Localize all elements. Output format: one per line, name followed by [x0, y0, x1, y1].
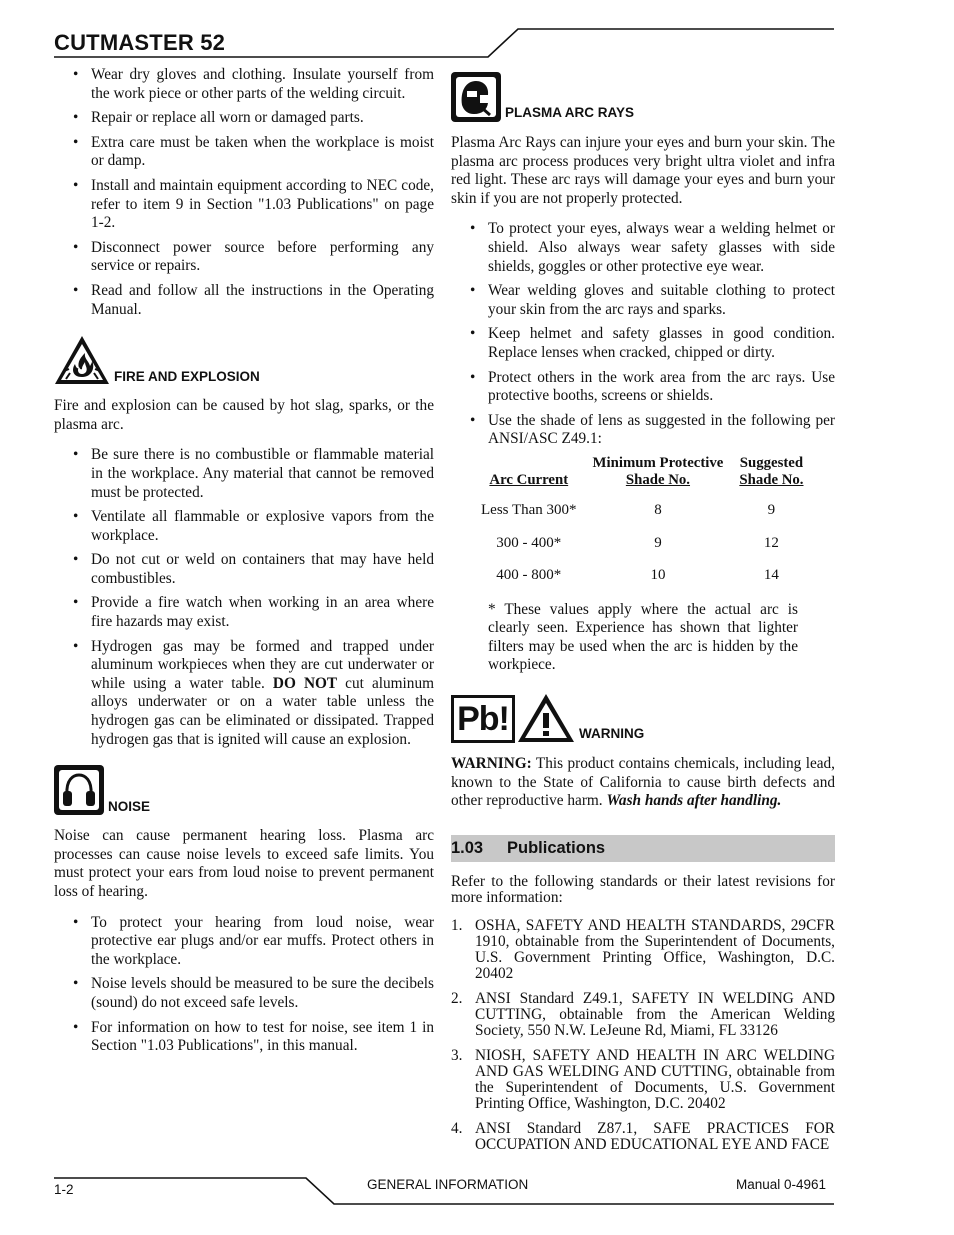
table-row: [473, 497, 812, 530]
header-min-shade: Minimum Protective Shade No.: [592, 454, 724, 488]
hydrogen-text: Hydrogen gas may be formed and trapped under aluminum workpieces when they are cut underwater or while using a water table.: [91, 637, 434, 692]
table-row: [473, 530, 812, 563]
header-suggested-shade: Suggested Shade No.: [739, 454, 804, 488]
table-header-row: [473, 455, 812, 497]
warning-body: This product contains chemicals, including lead, known to the State of California to cause birth defects and other reproductive harm.: [451, 755, 835, 810]
list-item: • Keep helmet and safety glasses in good condition. Replace lenses when cracked, chipped or dirty.: [451, 325, 835, 362]
table-cell: 9: [654, 534, 662, 551]
table-cell: 8: [654, 501, 662, 518]
fire-heading: FIRE AND EXPLOSION: [114, 368, 260, 384]
left-column: [54, 66, 434, 1062]
section-title: Publications: [507, 839, 606, 858]
welding-helmet-icon: [451, 72, 501, 122]
list-item: • Disconnect power source before performing any service or repairs.: [54, 239, 434, 276]
plasma-bullet-list: [451, 220, 835, 449]
manual-number: Manual 0-4961: [736, 1177, 827, 1192]
list-item: • To protect your hearing from loud noise, wear protective ear plugs and/or ear muffs. Protect others in the workplace.: [54, 914, 434, 970]
plasma-heading-row: [451, 72, 835, 122]
header-arc-current: Arc Current: [489, 471, 569, 488]
warning-triangle-icon: [517, 693, 575, 743]
list-item: 1. OSHA, SAFETY AND HEALTH STANDARDS, 29CFR 1910, obtainable from the Superintendent of Documents, U.S. Government Printing Office, Washington, D.C. 20402: [451, 916, 835, 982]
list-item: [54, 638, 434, 750]
ear-protection-icon: [54, 765, 104, 815]
page-number: 1-2: [54, 1182, 74, 1197]
list-item: • Read and follow all the instructions in the Operating Manual.: [54, 282, 434, 319]
table-cell: Less Than 300*: [481, 501, 577, 518]
list-item: • Wear dry gloves and clothing. Insulate yourself from the work piece or other parts of the welding circuit.: [54, 66, 434, 103]
list-item: • Noise levels should be measured to be sure the decibels (sound) do not exceed safe levels.: [54, 975, 434, 1012]
footer-section-label: GENERAL INFORMATION: [367, 1177, 529, 1192]
table-cell: 12: [763, 534, 779, 551]
list-item: 3. NIOSH, SAFETY AND HEALTH IN ARC WELDING AND GAS WELDING AND CUTTING, obtainable from the Superintendent of Documents, U.S. Government Printing Office, Washington, D.C. 20402: [451, 1046, 835, 1112]
publications-section-heading: [451, 835, 835, 862]
noise-bullet-list: [54, 914, 434, 1056]
table-cell: 300 - 400*: [496, 534, 562, 551]
list-item: • For information on how to test for noise, see item 1 in Section "1.03 Publications", in this manual.: [54, 1019, 434, 1056]
publications-intro: Refer to the following standards or their latest revisions for more information:: [451, 872, 835, 906]
list-item: • Repair or replace all worn or damaged parts.: [54, 109, 434, 128]
list-item: • Ventilate all flammable or explosive vapors from the workplace.: [54, 508, 434, 545]
noise-heading-row: [54, 765, 434, 815]
list-item: • Do not cut or weld on containers that may have held combustibles.: [54, 551, 434, 588]
table-cell: 14: [763, 567, 779, 584]
lead-pb-icon: Pb!: [451, 695, 515, 743]
shade-table-note: * These values apply where the actual arc is clearly seen. Experience has shown that lighter filters may be used when the arc is hidden by the workpiece.: [488, 600, 798, 674]
electrical-bullet-list: [54, 66, 434, 319]
do-not-emphasis: DO NOT: [272, 674, 338, 692]
plasma-intro: Plasma Arc Rays can injure your eyes and burn your skin. The plasma arc process produces very bright ultra violet and infra red light. These arc rays will damage your eyes and burn your skin if you are not properly protected.: [451, 134, 835, 207]
warning-text: [451, 755, 835, 811]
list-item: • Protect others in the work area from the arc rays. Use protective booths, screens or shields.: [451, 369, 835, 406]
warning-heading: WARNING: [579, 726, 645, 742]
noise-heading: NOISE: [108, 798, 151, 814]
hydrogen-text-cont: cut aluminum alloys underwater or on a water table unless the hydrogen gas can be eliminated or dissipated. Trapped hydrogen gas that is ignited will cause an explosion.: [91, 674, 434, 748]
list-item: • Use the shade of lens as suggested in the following per ANSI/ASC Z49.1:: [451, 412, 835, 449]
fire-intro: Fire and explosion can be caused by hot slag, sparks, or the plasma arc.: [54, 397, 434, 433]
warning-heading-row: [451, 693, 835, 743]
list-item: • Extra care must be taken when the workplace is moist or damp.: [54, 134, 434, 171]
list-item: • Be sure there is no combustible or flammable material in the workplace. Any material that cannot be removed must be protected.: [54, 446, 434, 502]
fire-heading-row: [54, 335, 434, 385]
list-item: • Install and maintain equipment according to NEC code, refer to item 9 in Section "1.03 Publications" on page 1-2.: [54, 177, 434, 233]
right-column: [451, 66, 835, 1162]
plasma-heading: PLASMA ARC RAYS: [505, 105, 635, 121]
warning-emphasis: Wash hands after handling.: [606, 792, 782, 810]
warning-lead: WARNING:: [451, 755, 532, 773]
publications-list: [451, 918, 835, 1153]
list-item: • To protect your eyes, always wear a welding helmet or shield. Also always wear safety glasses with side shields, goggles or other protective eye wear.: [451, 220, 835, 276]
fire-explosion-icon: [54, 335, 110, 385]
table-cell: 9: [767, 501, 776, 518]
list-item: 2. ANSI Standard Z49.1, SAFETY IN WELDING AND CUTTING, obtainable from the American Welding Society, 550 N.W. LeJeune Rd, Miami, FL 33126: [451, 989, 835, 1039]
fire-bullet-list: [54, 446, 434, 749]
list-item: 4. ANSI Standard Z87.1, SAFE PRACTICES FOR OCCUPATION AND EDUCATIONAL EYE AND FACE: [451, 1119, 835, 1153]
table-row: [473, 562, 812, 595]
list-item: • Provide a fire watch when working in an area where fire hazards may exist.: [54, 594, 434, 631]
table-cell: 400 - 800*: [496, 567, 562, 584]
document-title: CUTMASTER 52: [54, 30, 226, 55]
lens-shade-table: [473, 455, 812, 595]
section-number: 1.03: [451, 839, 484, 858]
table-cell: 10: [650, 567, 666, 584]
noise-intro: Noise can cause permanent hearing loss. Plasma arc processes can cause noise levels to exceed safe limits. You must protect your ears from loud noise to prevent permanent loss of hearing.: [54, 827, 434, 900]
list-item: • Wear welding gloves and suitable clothing to protect your skin from the arc rays and sparks.: [451, 282, 835, 319]
